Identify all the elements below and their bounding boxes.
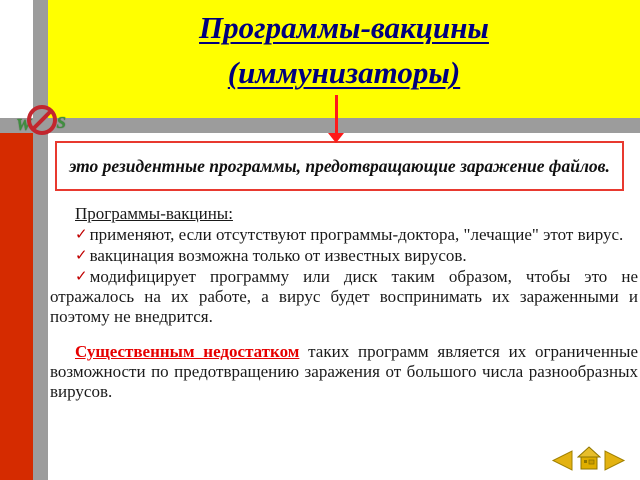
definition-text: это резидентные программы, предотвращающие заражение файлов.: [69, 156, 610, 176]
checkmark-icon: ✓: [75, 225, 88, 243]
horizontal-gray-bar: [0, 118, 640, 133]
title-banner: [48, 0, 640, 118]
note-lead-text: Существенным недостатком: [75, 342, 300, 361]
no-virus-logo: [16, 103, 66, 139]
nav-home-button[interactable]: [577, 446, 601, 477]
note-paragraph: [50, 342, 638, 402]
nav-forward-button[interactable]: [604, 449, 626, 477]
back-triangle-icon: [551, 449, 573, 472]
connector-arrow-line: [335, 95, 338, 134]
prohibition-circle-icon: [27, 105, 57, 135]
home-icon: [577, 446, 601, 472]
slide-title-line1: Программы-вакцины: [199, 10, 489, 45]
checkmark-icon: ✓: [75, 246, 88, 264]
note-rest-text: таких программ является их ограниченные возможности по предотвращению заражения от большого числа разнообразных вирусов.: [50, 342, 638, 401]
bullet-text: вакцинация возможна только от известных вирусов.: [89, 246, 467, 265]
vertical-gray-bar: [33, 0, 48, 480]
section-heading: [50, 204, 638, 224]
logo-letter-right: S: [56, 113, 66, 132]
bullet-text: применяют, если отсутствуют программы-доктора, "лечащие" этот вирус.: [89, 225, 624, 244]
definition-callout: [55, 141, 624, 191]
bullet-text: модифицирует программу или диск таким образом, чтобы это не отражалось на их работе, а вирус будет воспринимать их зараженными и поэтому не внедрится.: [50, 267, 638, 326]
bullet-item: [50, 245, 638, 266]
bullet-item: [50, 266, 638, 327]
slide-title-line2: (иммунизаторы): [227, 55, 461, 90]
nav-back-button[interactable]: [551, 449, 573, 477]
body-text: [50, 204, 638, 402]
connector-arrow-head-icon: [328, 133, 344, 143]
logo-letter-left: W: [16, 115, 32, 134]
section-heading-text: Программы-вакцины:: [75, 204, 233, 223]
forward-triangle-icon: [604, 449, 626, 472]
checkmark-icon: ✓: [75, 267, 88, 285]
bullet-item: [50, 224, 638, 245]
left-red-bar: [0, 133, 33, 480]
prohibition-slash: [32, 110, 52, 130]
